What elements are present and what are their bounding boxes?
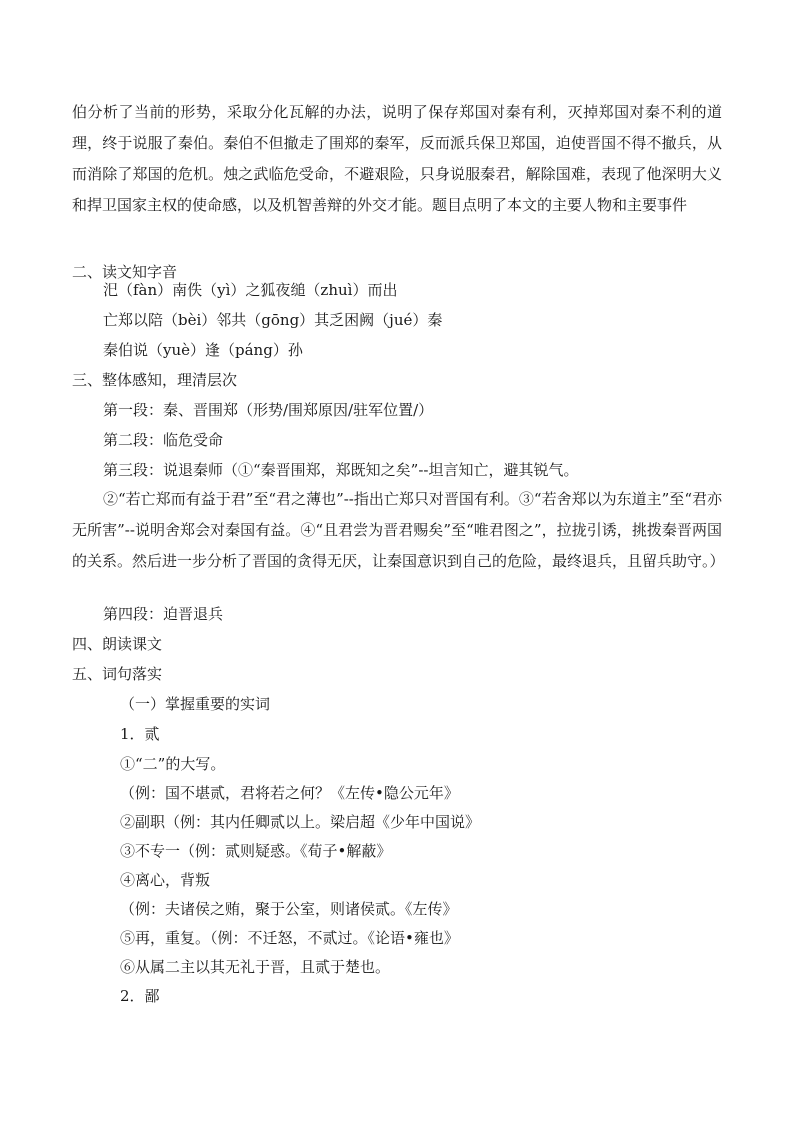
- vocabulary-subheading: （一）掌握重要的实词: [120, 695, 271, 713]
- definition-4: ④离心，背叛: [120, 871, 211, 889]
- intro-text: 伯分析了当前的形势，采取分化瓦解的办法，说明了保存郑国对秦有利，灭掉郑国对秦不利的道理，终于说服了秦伯。秦伯不但撤走了围郑的秦军，反而派兵保卫郑国，迫使晋国不得不撤兵，从而消除了郑国的危机。烛之武临危受命，不避艰险，只身说服秦君，解除国难，表现了他深明大义和捍卫国家主权的使命感，以及机智善辩的外交才能。题目点明了本文的主要人物和主要事件: [72, 103, 722, 214]
- vocabulary-item-2: 2．鄙: [120, 987, 160, 1005]
- structure-paragraph-1: 第一段：秦、晋围郑（形势/围郑原因/驻军位置/）: [103, 401, 434, 419]
- intro-paragraph: [72, 97, 722, 221]
- definition-1: ①“二”的大写。: [120, 755, 226, 773]
- section-heading-pronunciation: 二、读文知字音: [72, 263, 178, 281]
- example-4: （例：夫诸侯之贿，聚于公室，则诸侯贰。《左传》: [120, 900, 458, 918]
- pronunciation-line-1: 汜（fàn）南佚（yì）之狐夜缒（zhuì）而出: [103, 281, 398, 299]
- section-heading-vocabulary: 五、词句落实: [72, 665, 163, 683]
- structure-paragraph-4: 第四段：迫晋退兵: [103, 605, 224, 623]
- pronunciation-line-2: 亡郑以陪（bèi）邻共（gōng）其乏困阙（jué）秦: [103, 311, 443, 329]
- definition-3: ③不专一（例：贰则疑惑。《荀子•解蔽》: [120, 842, 392, 860]
- structure-paragraph-3-detail-text: ②“若亡郑而有益于君”至“君之薄也”--指出亡郑只对晋国有利。③“若舍郑以为东道主”至“君亦无所害”--说明舍郑会对秦国有益。④“且君尝为晋君赐矣”至“唯君图之”，拉拢引诱，挑拨秦晋两国的关系。然后进一步分析了晋国的贪得无厌，让秦国意识到自己的危险，最终退兵，且留兵助守。）: [72, 490, 725, 570]
- definition-5: ⑤再，重复。（例：不迁怒，不贰过。《论语•雍也》: [120, 929, 459, 947]
- section-heading-structure: 三、整体感知，理清层次: [72, 371, 238, 389]
- section-heading-reading: 四、朗读课文: [72, 635, 163, 653]
- pronunciation-line-3: 秦伯说（yuè）逢（páng）孙: [103, 341, 303, 359]
- structure-paragraph-2: 第二段：临危受命: [103, 431, 224, 449]
- definition-2: ②副职（例：其内任卿贰以上。梁启超《少年中国说》: [120, 813, 481, 831]
- definition-6: ⑥从属二主以其无礼于晋，且贰于楚也。: [120, 958, 391, 976]
- structure-paragraph-3: 第三段：说退秦师（①“秦晋围郑，郑既知之矣”--坦言知亡，避其锐气。: [103, 461, 579, 479]
- structure-paragraph-3-detail: [72, 484, 725, 577]
- example-1: （例：国不堪贰，君将若之何？《左传•隐公元年》: [120, 784, 459, 802]
- vocabulary-item-1: 1．贰: [120, 725, 160, 743]
